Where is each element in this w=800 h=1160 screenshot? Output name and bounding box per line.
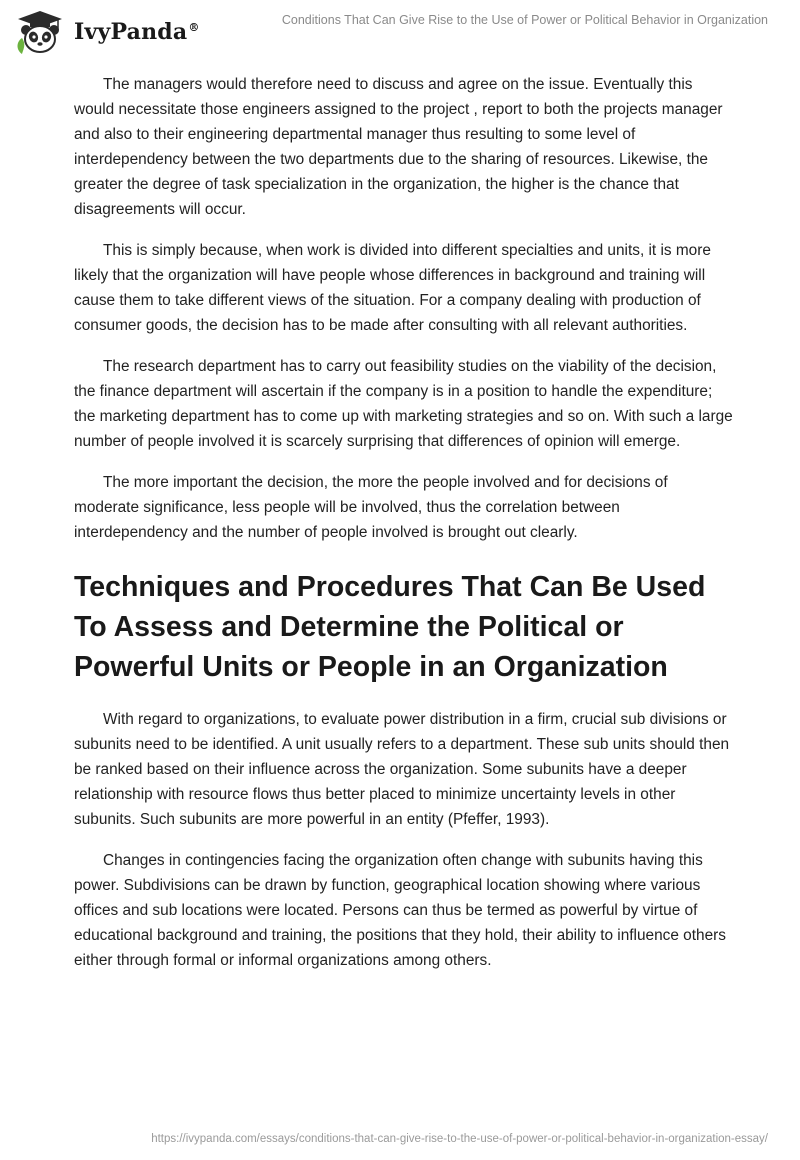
- brand-name-text: IvyPanda: [74, 19, 188, 45]
- document-title: Conditions That Can Give Rise to the Use of Power or Political Behavior in Organization: [281, 13, 768, 27]
- brand-name: [74, 19, 200, 45]
- paragraph: The managers would therefore need to discuss and agree on the issue. Eventually this would necessitate those engineers assigned to the project , report to both the projects manager and also to their engineering departmental manager thus resulting to some level of interdependency between the two departments due to the sharing of resources. Likewise, the greater the degree of task specialization in the organization, the higher is the chance that disagreements will occur.: [74, 76, 723, 218]
- ivypanda-logo[interactable]: [14, 8, 200, 56]
- page-header: [0, 0, 800, 64]
- panda-graduate-icon: [14, 8, 66, 56]
- source-url-link[interactable]: https://ivypanda.com/essays/conditions-that-can-give-rise-to-the-use-of-power-or-political-behavior-in-organization-essay/: [151, 1133, 768, 1145]
- section-heading: Techniques and Procedures That Can Be Used To Assess and Determine the Political or Powerful Units or People in an Organization: [74, 571, 706, 683]
- paragraph: The more important the decision, the more the people involved and for decisions of moderate significance, less people will be involved, thus the correlation between interdependency and the number of people involved is brought out clearly.: [74, 474, 668, 541]
- paragraph: With regard to organizations, to evaluate power distribution in a firm, crucial sub divisions or subunits need to be identified. A unit usually refers to a department. These sub units should then be ranked based on their influence across the organization. Some subunits have a deeper relationship with resource flows thus better placed to minimize uncertainty levels in other subunits. Such subunits are more powerful in an entity (Pfeffer, 1993).: [74, 711, 730, 828]
- paragraph: This is simply because, when work is divided into different specialties and units, it is more likely that the organization will have people whose differences in background and training will cause them to take different views of the situation. For a company dealing with production of consumer goods, the decision has to be made after consulting with all relevant authorities.: [74, 242, 711, 334]
- paragraph: The research department has to carry out feasibility studies on the viability of the decision, the finance department will ascertain if the company is in a position to handle the expenditure; the marketing department has to come up with marketing strategies and so on. With such a large number of people involved it is scarcely surprising that differences of opinion will emerge.: [74, 358, 733, 450]
- paragraph: Changes in contingencies facing the organization often change with subunits having this power. Subdivisions can be drawn by function, geographical location showing where various offices and sub locations were located. Persons can thus be termed as powerful by virtue of educational background and training, the positions that they hold, their ability to influence others either through formal or informal organizations among others.: [74, 852, 726, 969]
- registered-mark: ®: [188, 20, 200, 34]
- essay-content: [74, 72, 734, 989]
